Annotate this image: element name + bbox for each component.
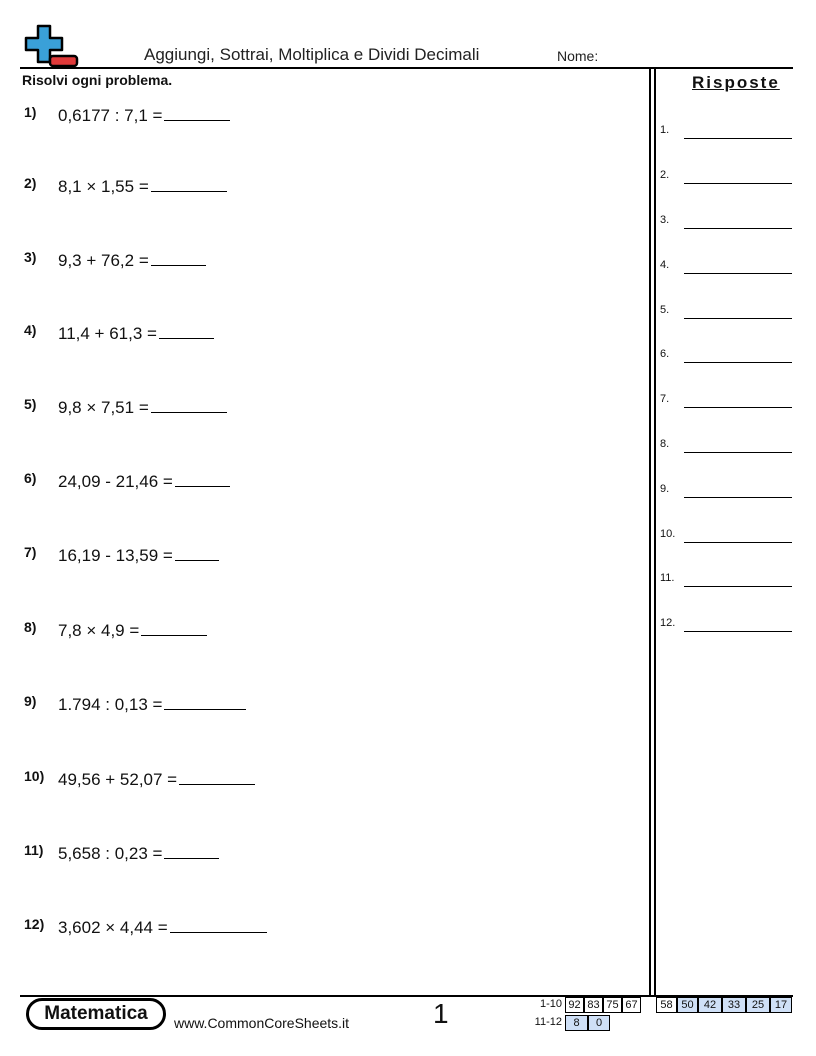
answer-blank[interactable] xyxy=(151,251,206,266)
answer-line[interactable] xyxy=(684,497,792,498)
problem-expression: 24,09 - 21,46 = xyxy=(58,472,173,491)
problem-10 xyxy=(24,770,255,790)
column-divider-left xyxy=(649,67,651,995)
problem-11 xyxy=(24,844,219,864)
problem-number: 7) xyxy=(24,544,37,560)
answer-line[interactable] xyxy=(684,228,792,229)
answer-blank[interactable] xyxy=(159,324,214,339)
answer-line[interactable] xyxy=(684,138,792,139)
answer-line[interactable] xyxy=(684,542,792,543)
score-cell: 17 xyxy=(770,997,792,1013)
problem-expression: 11,4 + 61,3 = xyxy=(58,324,157,343)
instructions: Risolvi ogni problema. xyxy=(22,72,173,88)
answer-blank[interactable] xyxy=(175,472,230,487)
answer-label: 6. xyxy=(660,348,670,360)
score-cell: 92 xyxy=(565,997,584,1013)
score-cell: 83 xyxy=(584,997,603,1013)
answer-blank[interactable] xyxy=(164,844,219,859)
problem-expression: 1.794 : 0,13 = xyxy=(58,695,163,714)
problem-number: 11) xyxy=(24,842,44,858)
problem-2 xyxy=(24,177,227,197)
answer-blank[interactable] xyxy=(151,177,227,192)
problem-9 xyxy=(24,695,246,715)
plus-minus-logo-icon xyxy=(24,24,80,68)
column-divider-right xyxy=(654,67,656,995)
problem-1 xyxy=(24,106,230,126)
problem-5 xyxy=(24,398,227,418)
problem-number: 9) xyxy=(24,693,37,709)
problem-number: 5) xyxy=(24,396,37,412)
problem-expression: 3,602 × 4,44 = xyxy=(58,918,168,937)
answer-label: 10. xyxy=(660,528,676,540)
problem-4 xyxy=(24,324,214,344)
answer-label: 7. xyxy=(660,393,670,405)
answer-label: 3. xyxy=(660,214,670,226)
problem-number: 2) xyxy=(24,175,37,191)
answer-label: 2. xyxy=(660,169,670,181)
problem-number: 6) xyxy=(24,470,37,486)
answer-line[interactable] xyxy=(684,631,792,632)
problem-expression: 5,658 : 0,23 = xyxy=(58,844,163,863)
problem-number: 12) xyxy=(24,916,45,932)
problem-12 xyxy=(24,918,267,938)
answer-label: 11. xyxy=(660,572,675,584)
answer-blank[interactable] xyxy=(175,546,219,561)
score-cell: 58 xyxy=(656,997,677,1013)
score-cell: 67 xyxy=(622,997,641,1013)
problem-expression: 0,6177 : 7,1 = xyxy=(58,106,163,125)
problem-number: 8) xyxy=(24,619,37,635)
score-row-label: 1-10 xyxy=(539,998,562,1010)
answer-label: 1. xyxy=(660,124,670,136)
answer-line[interactable] xyxy=(684,273,792,274)
problem-expression: 7,8 × 4,9 = xyxy=(58,621,140,640)
problem-expression: 8,1 × 1,55 = xyxy=(58,177,149,196)
score-cell: 0 xyxy=(588,1015,610,1031)
header-divider xyxy=(20,67,793,69)
answer-line[interactable] xyxy=(684,362,792,363)
problem-number: 4) xyxy=(24,322,37,338)
answer-label: 5. xyxy=(660,304,670,316)
answer-line[interactable] xyxy=(684,452,792,453)
answer-line[interactable] xyxy=(684,318,792,319)
problem-expression: 9,3 + 76,2 = xyxy=(58,251,149,270)
answer-line[interactable] xyxy=(684,586,792,587)
answer-blank[interactable] xyxy=(164,106,230,121)
problem-3 xyxy=(24,251,206,271)
answer-blank[interactable] xyxy=(179,770,255,785)
answer-blank[interactable] xyxy=(151,398,227,413)
answer-blank[interactable] xyxy=(141,621,207,636)
problem-8 xyxy=(24,621,207,641)
problem-7 xyxy=(24,546,219,566)
problem-number: 1) xyxy=(24,104,37,120)
problem-expression: 16,19 - 13,59 = xyxy=(58,546,173,565)
answer-blank[interactable] xyxy=(164,695,246,710)
problem-6 xyxy=(24,472,230,492)
answer-blank[interactable] xyxy=(170,918,267,933)
problem-number: 3) xyxy=(24,249,37,265)
answer-line[interactable] xyxy=(684,183,792,184)
problem-expression: 49,56 + 52,07 = xyxy=(58,770,178,789)
name-label: Nome: xyxy=(557,48,599,64)
score-cell: 75 xyxy=(603,997,622,1013)
answers-title: Risposte xyxy=(692,73,780,92)
problem-expression: 9,8 × 7,51 = xyxy=(58,398,149,417)
site-url: www.CommonCoreSheets.it xyxy=(174,1015,350,1031)
subject-badge: Matematica xyxy=(26,998,166,1030)
score-cell: 25 xyxy=(746,997,770,1013)
answer-label: 9. xyxy=(660,483,670,495)
answer-line[interactable] xyxy=(684,407,792,408)
score-cell: 50 xyxy=(677,997,698,1013)
answer-label: 12. xyxy=(660,617,676,629)
score-cell: 8 xyxy=(565,1015,588,1031)
score-row-label: 11-12 xyxy=(534,1016,562,1028)
problem-number: 10) xyxy=(24,768,45,784)
answer-label: 4. xyxy=(660,259,670,271)
score-cell: 33 xyxy=(722,997,746,1013)
page-number: 1 xyxy=(433,998,449,1029)
answer-label: 8. xyxy=(660,438,670,450)
score-cell: 42 xyxy=(698,997,722,1013)
page-title: Aggiungi, Sottrai, Moltiplica e Dividi Decimali xyxy=(144,45,480,64)
